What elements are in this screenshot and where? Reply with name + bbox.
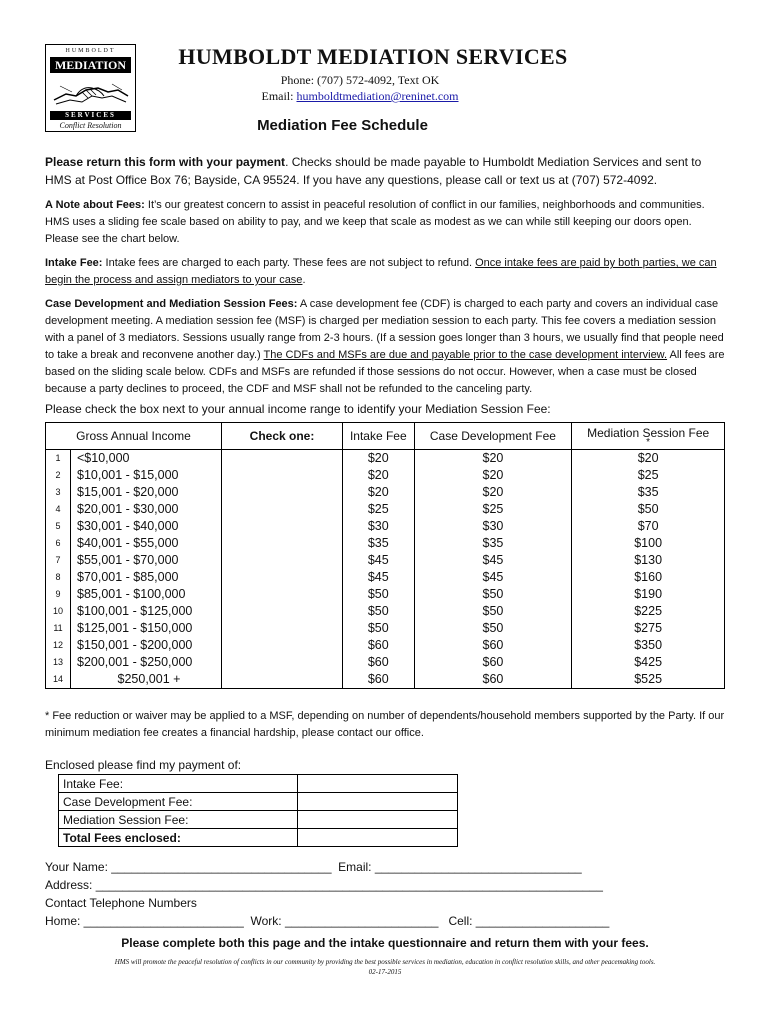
row-number: 9 [46,586,71,603]
payment-heading: Enclosed please find my payment of: [45,758,242,772]
fee-table [45,422,725,689]
intro-bold: Please return this form with your payment [45,155,286,169]
header-session-fee-label: Mediation Session Fee [587,426,710,440]
intake-text: Intake fees are charged to each party. These fees are not subject to refund. [102,257,476,269]
case-dev-fee: $50 [414,603,572,620]
session-fee: $275 [572,620,725,637]
check-box[interactable] [222,501,343,518]
session-fee: $100 [572,535,725,552]
session-fee: $130 [572,552,725,569]
row-number: 10 [46,603,71,620]
footer-date: 02-17-2015 [368,968,402,976]
phone-line: Phone: (707) 572-4092, Text OK [280,73,440,87]
income-range: $20,001 - $30,000 [71,501,222,518]
payment-input-case-dev[interactable] [298,793,458,811]
intake-fee: $50 [343,603,415,620]
fee-table-row [46,603,725,620]
case-dev-fee: $20 [414,484,572,501]
intake-underlined: Once intake fees are paid by both parties, we can begin the process and assign mediators to your case [45,257,717,286]
fee-table-row [46,450,725,468]
intake-fee: $60 [343,671,415,689]
casedev-paragraph [45,296,725,398]
name-email-field[interactable]: Your Name: _________________________________ Email: _______________________________ [45,860,582,874]
intake-fee: $30 [343,518,415,535]
intake-fee: $45 [343,552,415,569]
casedev-text: A case development fee (CDF) is charged to each party and covers an individual case development meeting. A mediation session fee (MSF) is charged per mediation session to each party. This fee covers a mediation session with a panel of 3 mediators. Sessions usually range from 2-3 hours. (If a session goes longer than 3 hours, we usually find that people need to take a break and reconvene another day.) [45,298,724,361]
income-range: $150,001 - $200,000 [71,637,222,654]
handshake-icon [52,76,130,108]
intake-fee: $25 [343,501,415,518]
fee-table-row [46,501,725,518]
check-box[interactable] [222,467,343,484]
check-box[interactable] [222,637,343,654]
fee-table-row [46,484,725,501]
income-range: $85,001 - $100,000 [71,586,222,603]
intake-fee: $45 [343,569,415,586]
row-number: 4 [46,501,71,518]
income-range: $55,001 - $70,000 [71,552,222,569]
case-dev-fee: $20 [414,467,572,484]
org-name: HUMBOLDT MEDIATION SERVICES [178,44,568,69]
case-dev-fee: $60 [414,637,572,654]
check-prompt: Please check the box next to your annual income range to identify your Mediation Session Fee: [45,402,551,416]
fee-table-row [46,467,725,484]
header-session-fee [572,423,725,450]
income-range: $30,001 - $40,000 [71,518,222,535]
intake-end: . [302,274,306,286]
case-dev-fee: $50 [414,620,572,637]
phone-numbers-field[interactable]: Home: ________________________ Work: _______________________ Cell: ____________________ [45,914,610,928]
payment-row-total [59,829,458,847]
session-fee: $160 [572,569,725,586]
income-range: $10,001 - $15,000 [71,467,222,484]
casedev-bold: Case Development and Mediation Session Fees: [45,298,298,310]
case-dev-fee: $45 [414,552,572,569]
hms-logo [45,44,136,132]
row-number: 14 [46,671,71,689]
check-box[interactable] [222,535,343,552]
fee-table-row [46,637,725,654]
address-field[interactable]: Address: ____________________________________________________________________________ [45,878,603,892]
page-title: Mediation Fee Schedule [257,117,428,134]
session-fee: $50 [572,501,725,518]
footer-instruction: Please complete both this page and the intake questionnaire and return them with your fees. [121,936,649,950]
intake-fee: $60 [343,654,415,671]
payment-input-intake[interactable] [298,775,458,793]
header-session-fee-mark: * [646,437,651,448]
intake-fee: $60 [343,637,415,654]
payment-table [58,774,458,847]
intake-fee: $20 [343,484,415,501]
row-number: 13 [46,654,71,671]
case-dev-fee: $35 [414,535,572,552]
row-number: 8 [46,569,71,586]
intake-fee: $20 [343,450,415,468]
intro-paragraph [45,153,725,189]
check-box[interactable] [222,552,343,569]
row-number: 6 [46,535,71,552]
row-number: 3 [46,484,71,501]
row-number: 11 [46,620,71,637]
fee-table-row [46,586,725,603]
payment-label-intake: Intake Fee: [59,775,298,793]
case-dev-fee: $45 [414,569,572,586]
fee-table-row [46,535,725,552]
income-range: $250,001 + [71,671,222,689]
check-box[interactable] [222,671,343,689]
email-line [200,89,520,104]
fee-table-row [46,569,725,586]
row-number: 7 [46,552,71,569]
logo-band2-text: SERVICES [50,111,131,120]
payment-input-total[interactable] [298,829,458,847]
email-link[interactable]: humboldtmediation@reninet.com [296,89,459,103]
income-range: $15,001 - $20,000 [71,484,222,501]
intro-text: . Checks should be made payable to Humboldt Mediation Services and sent to HMS at Post Office Box 76; Bayside, CA 95524. If you have any questions, please call or text us at (707) 572-4092. [45,155,702,187]
check-box[interactable] [222,620,343,637]
check-box[interactable] [222,484,343,501]
row-number: 5 [46,518,71,535]
intake-paragraph [45,255,725,289]
income-range: $70,001 - $85,000 [71,569,222,586]
row-number: 1 [46,450,71,468]
payment-label-case-dev: Case Development Fee: [59,793,298,811]
session-fee: $425 [572,654,725,671]
fee-table-row [46,654,725,671]
email-label: Email: [261,89,297,103]
row-number: 2 [46,467,71,484]
footnote: * Fee reduction or waiver may be applied to a MSF, depending on number of dependents/household members supported by the Party. If our minimum mediation fee creates a financial hardship, please contact our office. [45,710,725,739]
check-box[interactable] [222,518,343,535]
footer-mission: HMS will promote the peaceful resolution of conflicts in our community by providing the best possible services in mediation, education in conflict resolution skills, and other peacemaking tools. [114,958,656,966]
intake-fee: $50 [343,620,415,637]
logo-sub-text: Conflict Resolution [59,121,122,130]
session-fee: $70 [572,518,725,535]
payment-label-session: Mediation Session Fee: [59,811,298,829]
intake-fee: $35 [343,535,415,552]
session-fee: $190 [572,586,725,603]
logo-top-text: HUMBOLDT [65,48,116,54]
income-range: $100,001 - $125,000 [71,603,222,620]
check-box[interactable] [222,654,343,671]
case-dev-fee: $20 [414,450,572,468]
income-range: $40,001 - $55,000 [71,535,222,552]
header-case-dev-fee: Case Development Fee [414,423,572,450]
fee-table-row [46,671,725,689]
case-dev-fee: $60 [414,654,572,671]
payment-input-session[interactable] [298,811,458,829]
income-range: <$10,000 [71,450,222,468]
phone-heading: Contact Telephone Numbers [45,896,197,910]
fee-table-row [46,552,725,569]
case-dev-fee: $30 [414,518,572,535]
payment-label-total: Total Fees enclosed: [59,829,298,847]
casedev-text2: All fees are based on the sliding scale below. CDFs and MSFs are refunded if those sessions do not occur. However, when a case must be closed because a party declines to proceed, the CDF and MSF shall not be refunded to the canceling party. [45,349,725,395]
fee-table-row [46,620,725,637]
session-fee: $525 [572,671,725,689]
note-text: It’s our greatest concern to assist in peaceful resolution of conflict in our families, neighborhoods and communities. HMS uses a sliding fee scale based on ability to pay, and we keep that scale as modest as we can while still keeping our doors open. Please see the chart below. [45,199,705,245]
check-box[interactable] [222,450,343,468]
session-fee: $225 [572,603,725,620]
check-box[interactable] [222,569,343,586]
income-range: $125,001 - $150,000 [71,620,222,637]
intake-fee: $50 [343,586,415,603]
session-fee: $25 [572,467,725,484]
payment-row-session [59,811,458,829]
row-number: 12 [46,637,71,654]
case-dev-fee: $25 [414,501,572,518]
fee-table-body [46,450,725,689]
logo-band-text: MEDIATION [50,57,131,73]
check-box[interactable] [222,586,343,603]
header-intake-fee: Intake Fee [343,423,415,450]
header-check-one: Check one: [222,423,343,450]
session-fee: $20 [572,450,725,468]
payment-row-intake [59,775,458,793]
case-dev-fee: $60 [414,671,572,689]
intake-bold: Intake Fee: [45,257,103,269]
fee-table-row [46,518,725,535]
note-paragraph [45,197,725,248]
income-range: $200,001 - $250,000 [71,654,222,671]
note-bold: A Note about Fees: [45,199,145,211]
session-fee: $35 [572,484,725,501]
case-dev-fee: $50 [414,586,572,603]
fee-table-header [46,423,725,450]
session-fee: $350 [572,637,725,654]
header-income: Gross Annual Income [46,423,222,450]
intake-fee: $20 [343,467,415,484]
casedev-underlined: The CDFs and MSFs are due and payable prior to the case development interview. [263,349,668,361]
payment-row-case-dev [59,793,458,811]
check-box[interactable] [222,603,343,620]
